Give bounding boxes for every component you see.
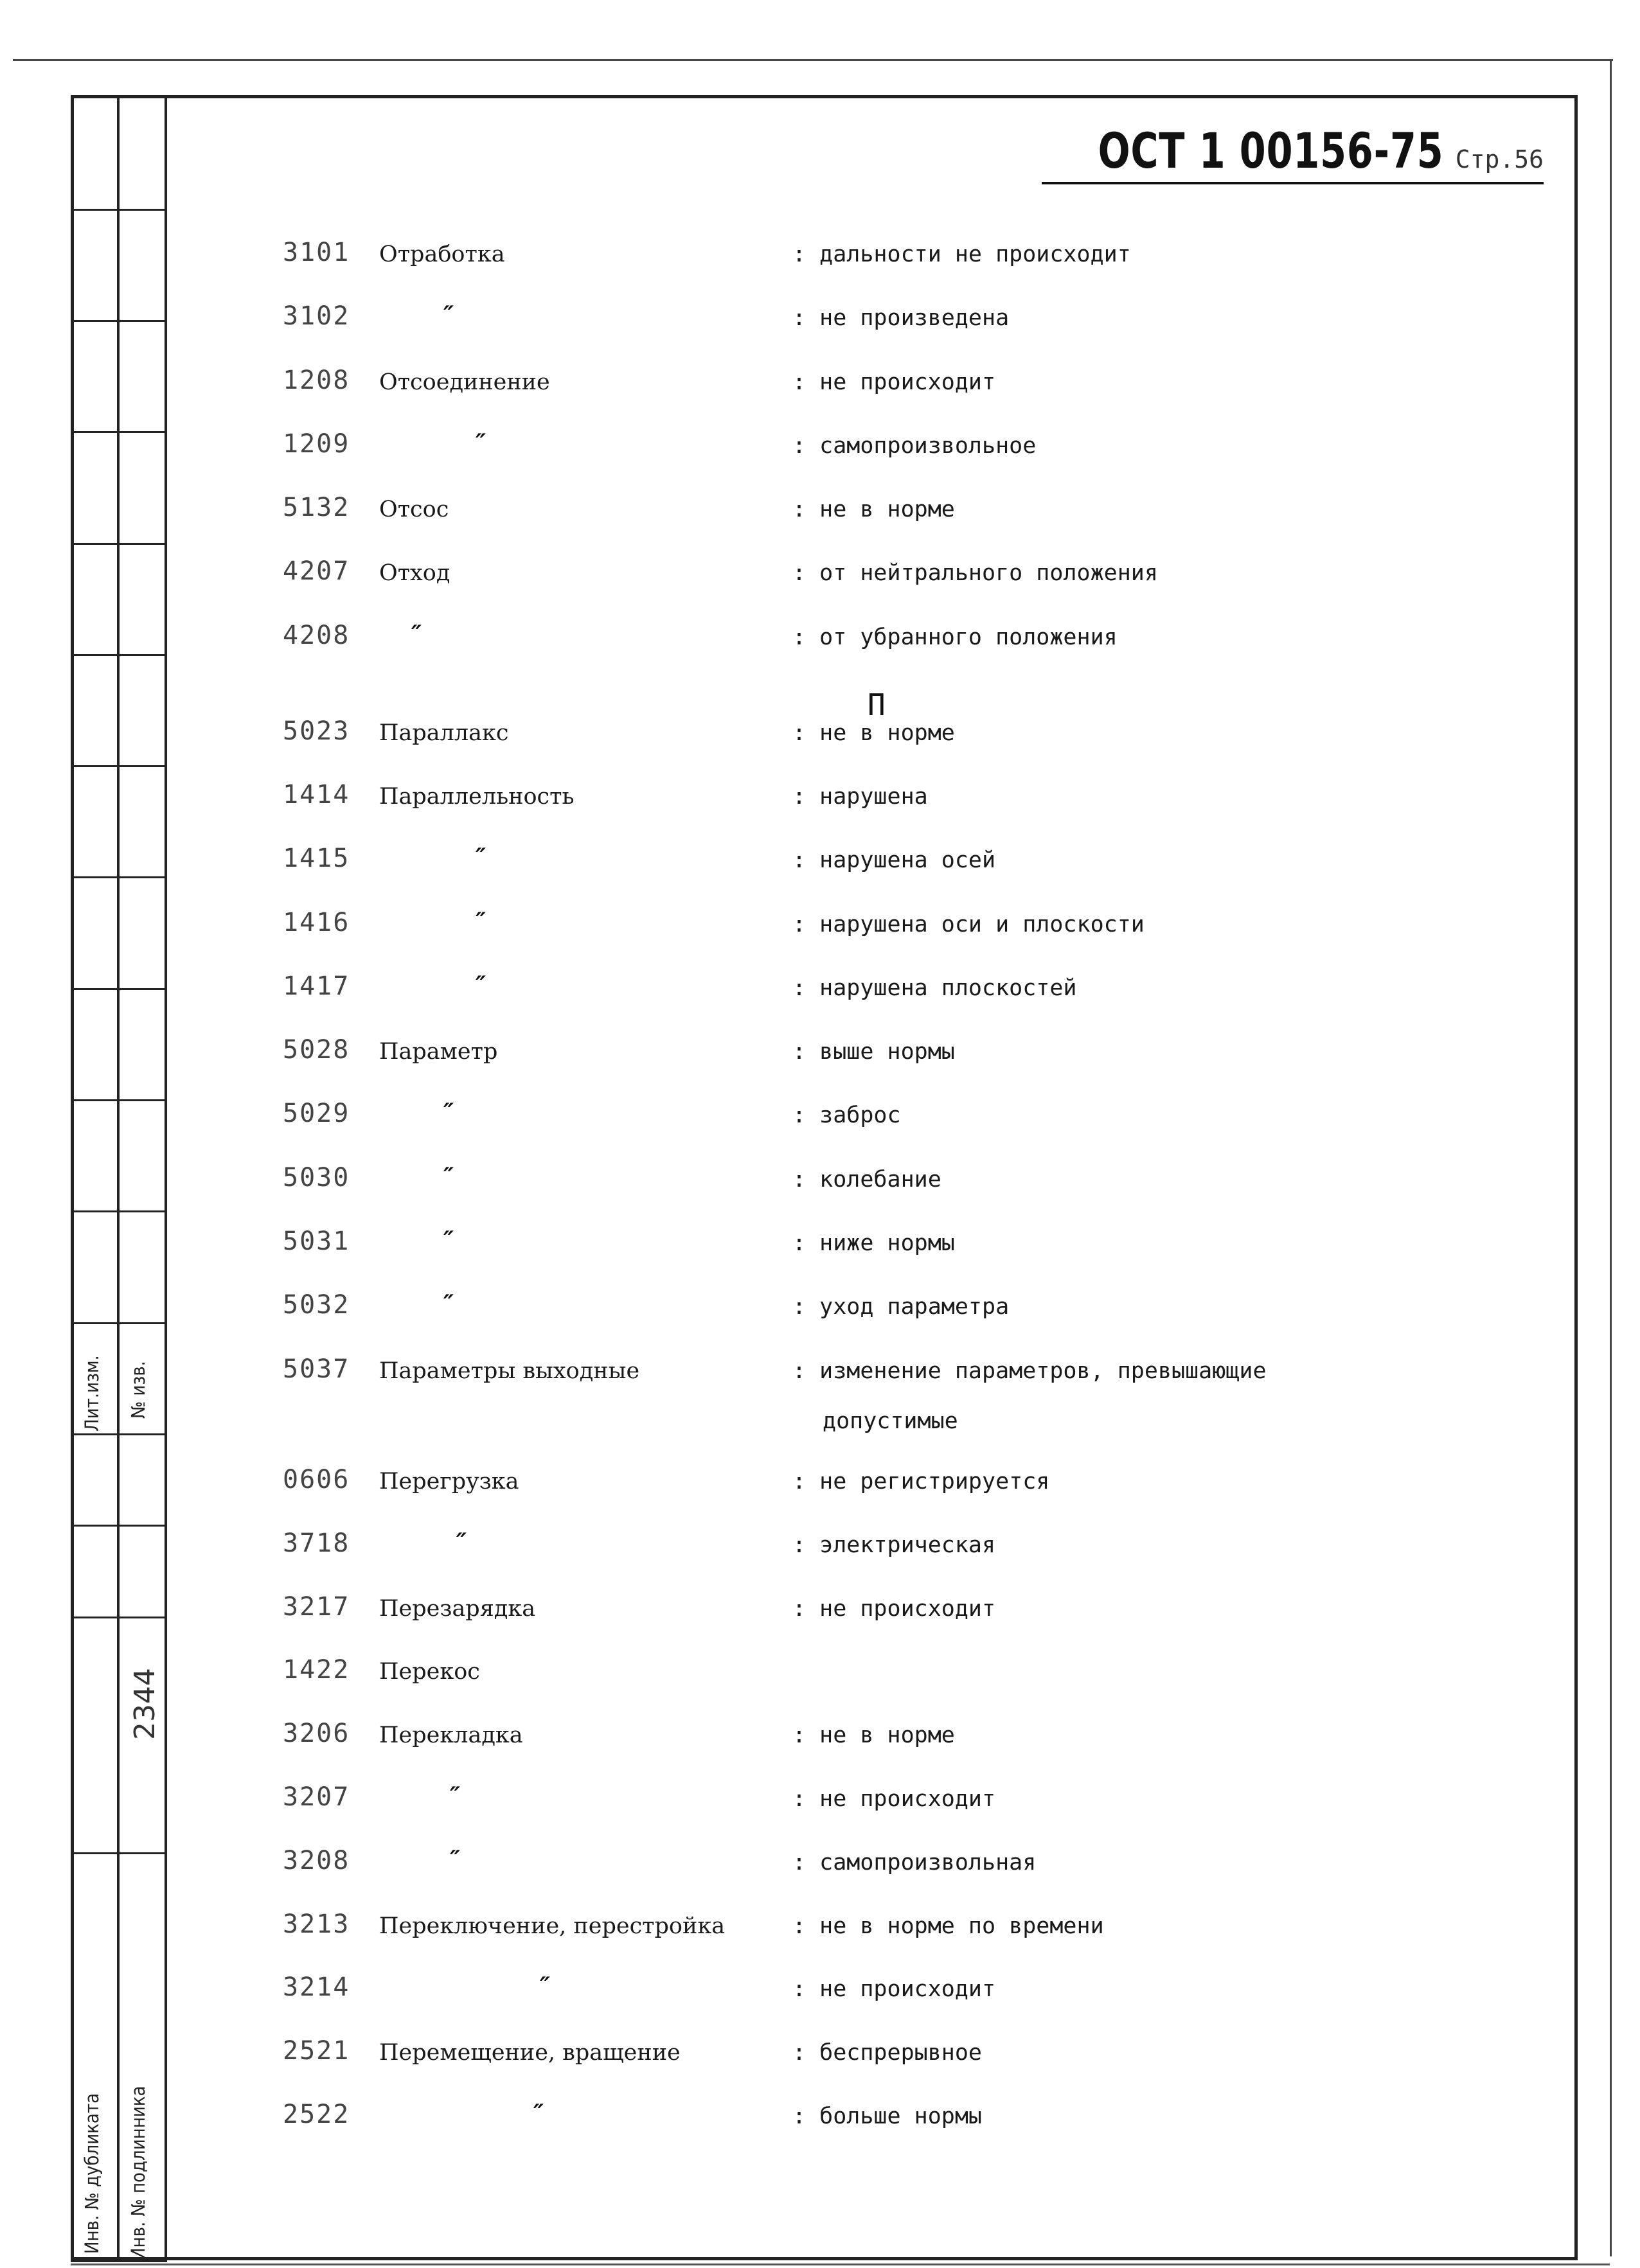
ditto-mark: ″	[450, 1846, 461, 1873]
ditto-mark: ″	[443, 1290, 454, 1317]
entry-code: 3213	[283, 1909, 350, 1939]
ditto-mark: ″	[533, 2100, 544, 2127]
strip-row-line	[71, 654, 167, 656]
entry-code: 5031	[283, 1227, 350, 1256]
strip-row-line	[71, 209, 167, 211]
entry-term: Параллельность	[379, 784, 575, 810]
list-item	[283, 1099, 1504, 1137]
entry-code: 5132	[283, 493, 350, 522]
document-header	[1042, 122, 1544, 184]
entry-code: 5032	[283, 1290, 350, 1320]
list-item	[283, 1528, 1504, 1567]
strip-row-line	[71, 431, 167, 433]
entry-term: Отработка	[379, 242, 505, 267]
entry-code: 1209	[283, 429, 350, 459]
strip-row-line	[71, 1210, 167, 1212]
entry-term: Отсоединение	[379, 369, 550, 395]
entry-code: 4207	[283, 556, 350, 586]
lit-izm-label: Лит.изм.	[81, 1355, 103, 1431]
entry-code: 5028	[283, 1035, 350, 1065]
strip-row-line	[71, 1433, 167, 1435]
entry-code: 1414	[283, 780, 350, 810]
list-item	[283, 1035, 1504, 1074]
no-izv-label: № изв.	[127, 1361, 149, 1419]
entry-description: : не произведена	[792, 305, 1010, 331]
entry-description: : не происходит	[792, 1786, 996, 1812]
entry-term: Перезарядка	[379, 1596, 536, 1622]
entry-term: Переключение, перестройка	[379, 1913, 726, 1939]
entry-code: 1417	[283, 971, 350, 1001]
list-item	[283, 366, 1504, 404]
list-item	[283, 1227, 1504, 1265]
entry-code: 3208	[283, 1846, 350, 1875]
list-item	[283, 1782, 1504, 1821]
entry-description: : нарушена	[792, 784, 928, 810]
entry-description: : выше нормы	[792, 1039, 955, 1065]
entry-term: Отход	[379, 560, 450, 586]
list-item	[283, 2036, 1504, 2075]
strip-row-line	[71, 876, 167, 878]
strip-row-line	[71, 1525, 167, 1527]
entry-code: 5023	[283, 716, 350, 746]
list-item	[283, 621, 1504, 659]
list-item	[283, 1465, 1504, 1503]
strip-column-divider	[117, 95, 120, 2260]
right-edge	[1610, 59, 1612, 2256]
entry-description: : электрическая	[792, 1532, 996, 1558]
entry-description: : не в норме	[792, 497, 955, 522]
ditto-mark: ″	[476, 429, 486, 456]
document-code: ОСТ 1 00156-75	[1098, 122, 1444, 179]
entry-description: : самопроизвольное	[792, 433, 1037, 459]
margin-strip	[71, 95, 167, 2260]
entry-code: 3214	[283, 1972, 350, 2002]
entry-description: : беспрерывное	[792, 2040, 983, 2066]
entry-code: 2522	[283, 2100, 350, 2129]
strip-column-divider	[165, 95, 167, 2260]
page-number: Стр.56	[1455, 145, 1544, 173]
entry-code: 3102	[283, 301, 350, 331]
strip-row-line	[71, 1852, 167, 1854]
strip-row-line	[71, 1617, 167, 1618]
entry-term: Перемещение, вращение	[379, 2040, 681, 2066]
list-item	[283, 429, 1504, 468]
entry-description: : ниже нормы	[792, 1230, 955, 1256]
ditto-mark: ″	[443, 1099, 454, 1126]
strip-row-line	[71, 2260, 167, 2262]
list-item	[283, 1846, 1504, 1884]
entry-description: : не регистрируется	[792, 1469, 1050, 1494]
entry-description: : нарушена плоскостей	[792, 975, 1077, 1001]
entry-term: Отсос	[379, 497, 449, 522]
ditto-mark: ″	[443, 301, 454, 328]
list-item	[283, 301, 1504, 340]
list-item	[283, 238, 1504, 276]
entry-term: Перекладка	[379, 1723, 523, 1748]
inventory-number: 2344	[129, 1668, 161, 1740]
list-item	[283, 1719, 1504, 1757]
entry-description: : колебание	[792, 1167, 941, 1192]
list-item	[283, 2100, 1504, 2138]
entry-term: Параллакс	[379, 720, 509, 746]
entry-description-continuation: допустимые	[823, 1408, 958, 1434]
entry-term: Параметры выходные	[379, 1358, 640, 1384]
list-item	[283, 556, 1504, 595]
list-item	[283, 1354, 1504, 1444]
entry-description: : не происходит	[792, 369, 996, 395]
section-letter: П	[868, 687, 886, 722]
top-rule	[13, 59, 1613, 61]
list-item	[283, 844, 1504, 882]
entry-code: 1415	[283, 844, 350, 873]
entry-description: : не происходит	[792, 1976, 996, 2002]
entry-code: 1422	[283, 1655, 350, 1685]
entry-description: : не в норме по времени	[792, 1913, 1104, 1939]
list-item	[283, 493, 1504, 531]
entry-code: 3206	[283, 1719, 350, 1748]
entry-description: : дальности не происходит	[792, 242, 1131, 267]
list-item	[283, 1163, 1504, 1201]
entry-code: 4208	[283, 621, 350, 650]
entry-description: : уход параметра	[792, 1294, 1010, 1320]
entry-term: Перегрузка	[379, 1469, 519, 1494]
entry-term: Параметр	[379, 1039, 498, 1065]
strip-row-line	[71, 1099, 167, 1101]
entry-code: 1416	[283, 908, 350, 937]
entry-code: 3207	[283, 1782, 350, 1812]
list-item	[283, 1290, 1504, 1329]
entry-code: 5029	[283, 1099, 350, 1128]
list-item	[283, 971, 1504, 1010]
ditto-mark: ″	[456, 1528, 467, 1555]
entry-description: : нарушена осей	[792, 847, 996, 873]
entry-code: 3217	[283, 1592, 350, 1622]
strip-row-line	[71, 988, 167, 990]
entry-description: : изменение параметров, превышающие	[792, 1358, 1267, 1384]
entry-description: : не в норме	[792, 1723, 955, 1748]
bottom-rule	[71, 2264, 1610, 2265]
entry-code: 1208	[283, 366, 350, 395]
ditto-mark: ″	[476, 844, 486, 871]
ditto-mark: ″	[411, 621, 422, 648]
entry-code: 3718	[283, 1528, 350, 1558]
ditto-mark: ″	[450, 1782, 461, 1809]
ditto-mark: ″	[476, 908, 486, 935]
entry-code: 3101	[283, 238, 350, 267]
list-item	[283, 908, 1504, 946]
list-item	[283, 1655, 1504, 1694]
strip-row-line	[71, 1322, 167, 1324]
entry-description: : самопроизвольная	[792, 1850, 1037, 1875]
ditto-mark: ″	[540, 1972, 551, 1999]
entry-description: : нарушена оси и плоскости	[792, 912, 1145, 937]
entry-code: 5030	[283, 1163, 350, 1192]
entry-description: : от убранного положения	[792, 625, 1118, 650]
list-item	[283, 1592, 1504, 1631]
ditto-mark: ″	[443, 1227, 454, 1254]
list-item	[283, 716, 1504, 755]
entry-description: : больше нормы	[792, 2104, 983, 2129]
entry-description: : заброс	[792, 1103, 901, 1128]
strip-row-line	[71, 543, 167, 545]
entry-code: 0606	[283, 1465, 350, 1494]
ditto-mark: ″	[443, 1163, 454, 1190]
entry-description: : не в норме	[792, 720, 955, 746]
ditto-mark: ″	[476, 971, 486, 998]
entry-term: Перекос	[379, 1659, 480, 1685]
inv-dubl-label: Инв. № дубликата	[81, 2093, 103, 2254]
strip-row-line	[71, 320, 167, 322]
strip-row-line	[71, 765, 167, 767]
entry-code: 2521	[283, 2036, 350, 2066]
entry-code: 5037	[283, 1354, 350, 1384]
list-item	[283, 1972, 1504, 2011]
list-item	[283, 780, 1504, 819]
entry-description: : от нейтрального положения	[792, 560, 1158, 586]
list-item	[283, 1909, 1504, 1948]
entry-description: : не происходит	[792, 1596, 996, 1622]
inv-podl-label: Инв. № подлинника	[127, 2086, 149, 2260]
